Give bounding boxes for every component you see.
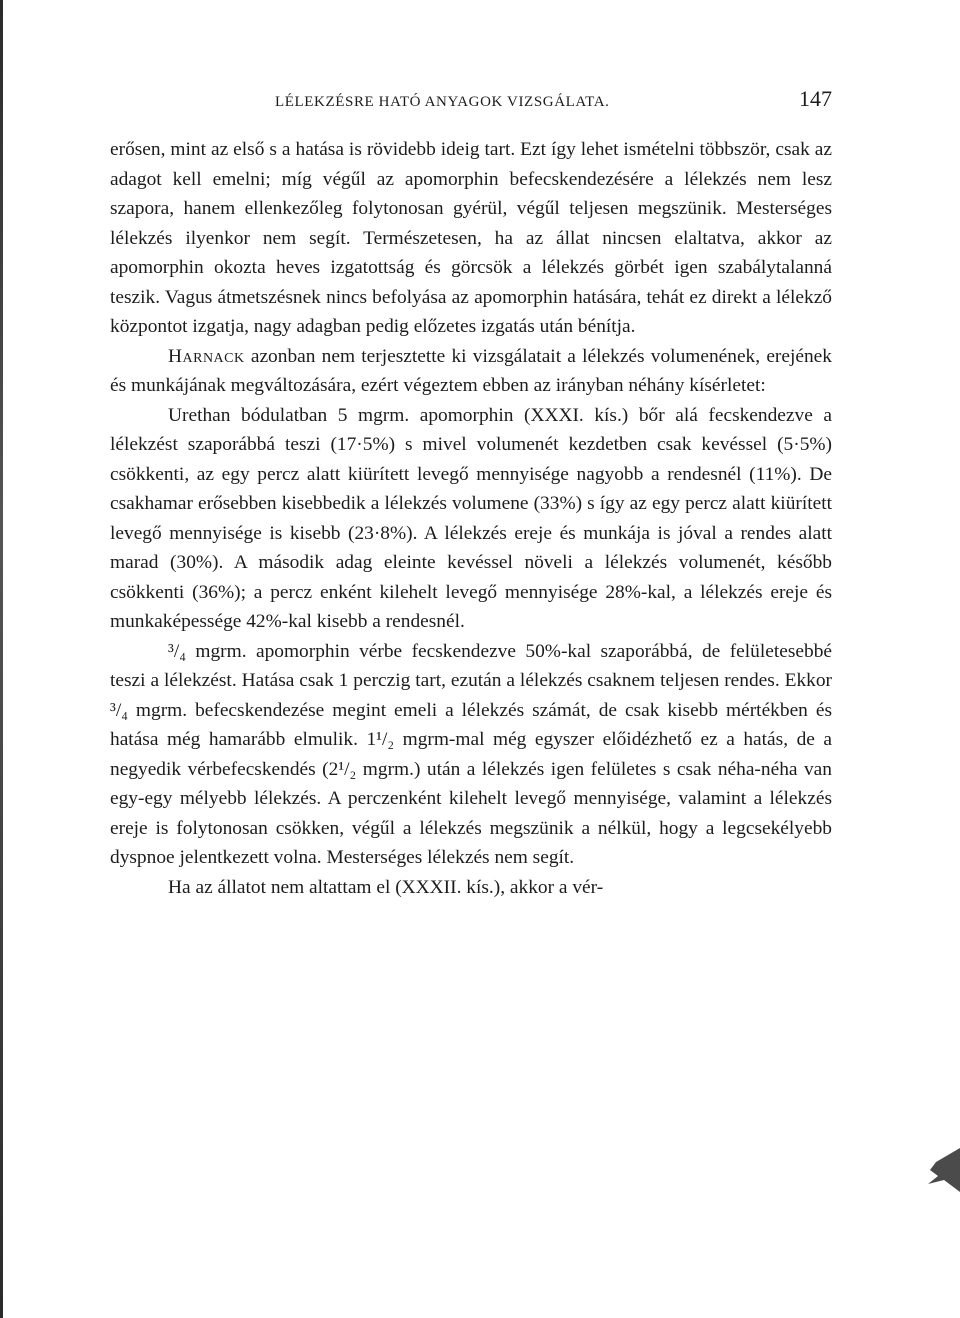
page-header: [110, 86, 832, 118]
paragraph-2-text: azonban nem terjesztette ki vizsgálatait a lélekzés volumenének, erejének és munkájának megváltozására, ezért végeztem ebben az irányban néhány kísérletet:: [110, 345, 832, 396]
body-text: [110, 135, 832, 902]
ink-smudge-mark: [926, 1140, 960, 1200]
author-name-small-caps: Harnack: [168, 345, 245, 367]
paragraph-4: [110, 637, 832, 873]
paragraph-5: [110, 873, 832, 903]
paragraph-4-text: ³/₄ mgrm. apomorphin vérbe fecskendezve 50%-kal szaporábbá, de felületesebbé teszi a lélekzést. Hatása csak 1 perczig tart, ezután a lélekzés csaknem teljesen rendes. Ekkor ³/₄ mgrm. befecskendezése megint emeli a lélekzés számát, de csak kisebb mértékben és hatása még hamarább elmulik. 1¹/₂ mgrm-mal még egyszer előidézhető ez a hatás, de a negyedik vérbefecskendés (2¹/₂ mgrm.) után a lélekzés igen felületes s csak néha-néha van egy-egy mélyebb lélekzés. A perczenként kilehelt levegő mennyisége, valamint a lélekzés ereje is folytonosan csökken, végűl a lélekzés megszünik a nélkül, hogy a legcsekélyebb dyspnoe jelentkezett volna. Mesterséges lélekzés nem segít.: [110, 640, 832, 868]
paragraph-2: [110, 342, 832, 401]
paragraph-3-text: Urethan bódulatban 5 mgrm. apomorphin (XXXI. kís.) bőr alá fecskendezve a lélekzést szaporábbá teszi (17·5%) s mivel volumenét kezdetben csak kevéssel (5·5%) csökkenti, az egy percz alatt kiürített levegő mennyisége nagyobb a rendesnél (11%). De csakhamar erősebben kisebbedik a lélekzés volumene (33%) s így az egy percz alatt kiürített levegő mennyisége is kisebb (23·8%). A lélekzés ereje és munkája is jóval a rendes alatt marad (30%). A második adag eleinte kevéssel növeli a lélekzés volumenét, később csökkenti (36%); a percz enként kilehelt levegő mennyisége 28%-kal, a lélekzés ereje és munkaképessége 42%-kal kisebb a rendesnél.: [110, 404, 832, 632]
page-number: 147: [799, 86, 832, 111]
paragraph-1: [110, 135, 832, 342]
paragraph-1-text: erősen, mint az első s a hatása is rövidebb ideig tart. Ezt így lehet ismételni többször, csak az adagot kell emelni; míg végűl az apomorphin befecskendezésére a lélekzés nem lesz szapora, hanem ellenkezőleg folytonosan gyérül, végűl teljesen megszünik. Mesterséges lélekzés ilyenkor nem segít. Természetesen, ha az állat nincsen elaltatva, akkor az apomorphin okozta heves izgatottság és görcsök a lélekzés görbét igen szabálytalanná teszik. Vagus átmetszésnek nincs befolyása az apomorphin hatására, tehát ez direkt a lélekző központot izgatja, nagy adagban pedig előzetes izgatás után bénítja.: [110, 139, 832, 337]
paragraph-5-text: Ha az állatot nem altattam el (XXXII. kís.), akkor a vér-: [168, 876, 604, 898]
scan-left-edge: [0, 0, 3, 1318]
paragraph-3: [110, 401, 832, 637]
running-head: LÉLEKZÉSRE HATÓ ANYAGOK VIZSGÁLATA.: [275, 94, 610, 110]
